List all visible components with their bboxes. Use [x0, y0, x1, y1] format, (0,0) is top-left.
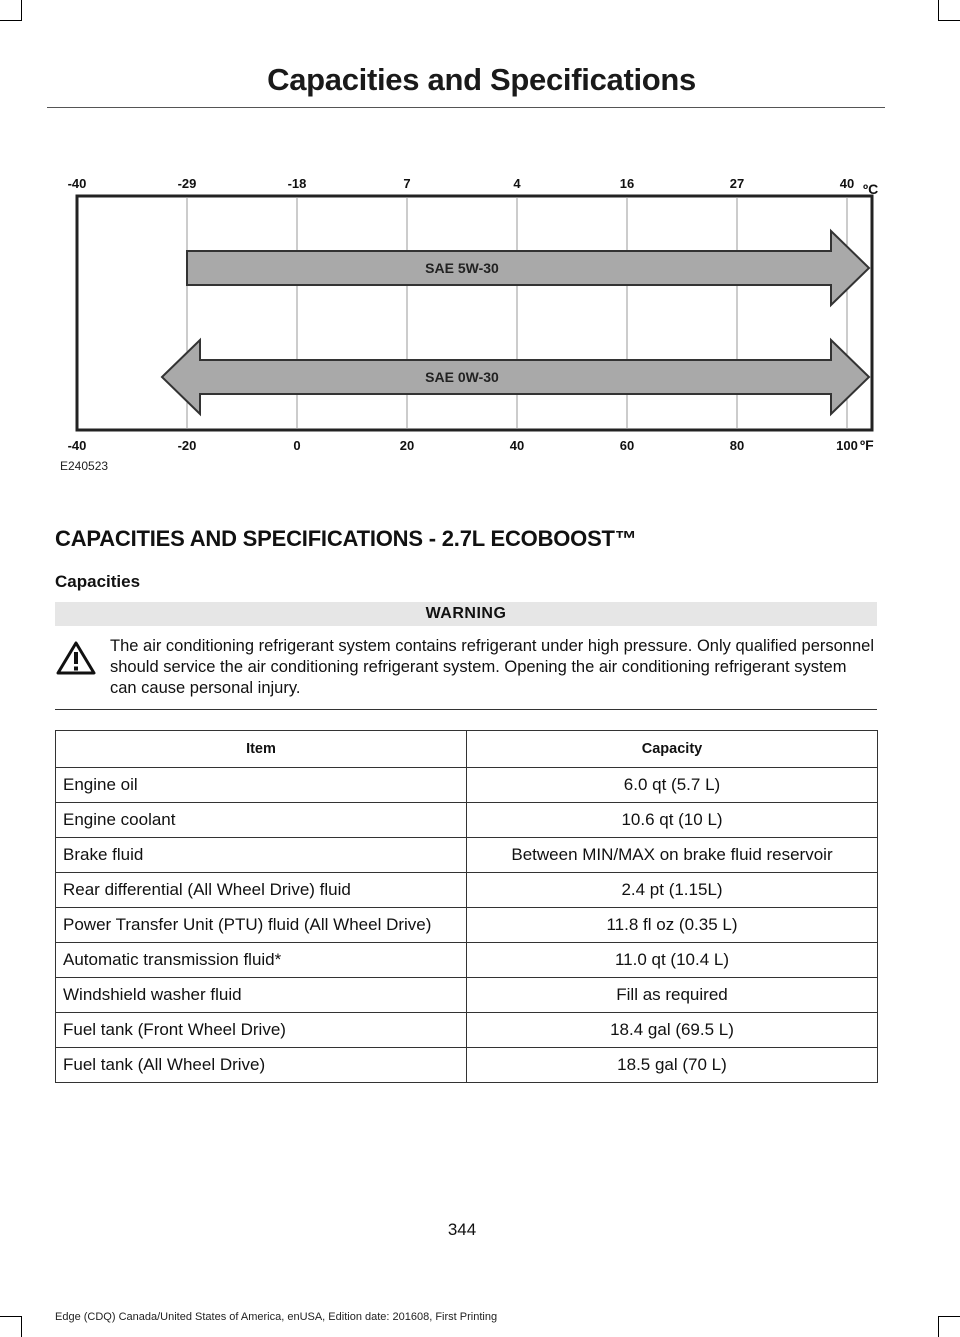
- table-row: [56, 978, 878, 1013]
- fahrenheit-tick-label: 60: [619, 438, 635, 453]
- celsius-unit-label: ºC: [863, 181, 879, 197]
- table-row: [56, 943, 878, 978]
- capacity-cell: 18.4 gal (69.5 L): [467, 1013, 878, 1048]
- page-header-title: Capacities and Specifications: [267, 62, 696, 97]
- item-cell: Windshield washer fluid: [56, 978, 467, 1013]
- table-row: [56, 838, 878, 873]
- fahrenheit-tick-label: 80: [729, 438, 745, 453]
- oil-viscosity-figure: [55, 170, 890, 473]
- item-cell: Fuel tank (All Wheel Drive): [56, 1048, 467, 1083]
- warning-triangle-icon: [56, 640, 96, 682]
- capacity-cell: 11.0 qt (10.4 L): [467, 943, 878, 978]
- capacity-cell: 6.0 qt (5.7 L): [467, 768, 878, 803]
- table-row: [56, 908, 878, 943]
- viscosity-temperature-chart: [55, 170, 890, 470]
- oil-grade-label: SAE 5W-30: [425, 260, 499, 276]
- capacity-cell: Between MIN/MAX on brake fluid reservoir: [467, 838, 878, 873]
- column-header-capacity: Capacity: [467, 731, 878, 768]
- warning-text: The air conditioning refrigerant system contains refrigerant under high pressure. Only qualified personnel should service the air conditioning refrigerant system. Opening the air conditioning refrigerant system can cause personal injury.: [110, 637, 874, 697]
- capacity-cell: 18.5 gal (70 L): [467, 1048, 878, 1083]
- capacity-cell: 10.6 qt (10 L): [467, 803, 878, 838]
- fahrenheit-tick-label: -20: [177, 438, 197, 453]
- crop-mark: [938, 20, 960, 21]
- crop-mark: [938, 0, 939, 20]
- celsius-tick-label: 27: [729, 176, 745, 191]
- item-cell: Engine oil: [56, 768, 467, 803]
- table-row: [56, 1048, 878, 1083]
- fahrenheit-tick-label: 100: [836, 438, 858, 453]
- crop-mark: [938, 1316, 939, 1337]
- table-header-row: [56, 731, 878, 768]
- table-row: [56, 873, 878, 908]
- celsius-tick-label: 4: [513, 176, 521, 191]
- warning-divider: [55, 709, 877, 710]
- item-cell: Power Transfer Unit (PTU) fluid (All Wheel Drive): [56, 908, 467, 943]
- capacities-table: [55, 730, 878, 1083]
- item-cell: Engine coolant: [56, 803, 467, 838]
- fahrenheit-tick-label: 0: [293, 438, 301, 453]
- celsius-tick-label: 16: [619, 176, 635, 191]
- crop-mark: [0, 20, 22, 21]
- figure-code: E240523: [60, 459, 109, 473]
- crop-mark: [21, 0, 22, 20]
- fahrenheit-tick-label: 20: [399, 438, 415, 453]
- fahrenheit-unit-label: ºF: [860, 437, 874, 453]
- crop-mark: [21, 1316, 22, 1337]
- warning-box: [55, 602, 877, 710]
- warning-body: [55, 626, 877, 709]
- page-footer: Edge (CDQ) Canada/United States of America, enUSA, Edition date: 201608, First Printing: [55, 1311, 498, 1323]
- table-row: [56, 803, 878, 838]
- celsius-tick-label: -18: [287, 176, 307, 191]
- capacity-cell: 11.8 fl oz (0.35 L): [467, 908, 878, 943]
- celsius-tick-label: -40: [67, 176, 87, 191]
- celsius-tick-label: 40: [839, 176, 855, 191]
- column-header-item: Item: [56, 731, 467, 768]
- warning-heading: WARNING: [55, 602, 877, 626]
- celsius-tick-label: 7: [403, 176, 411, 191]
- oil-grade-label: SAE 0W-30: [425, 369, 499, 385]
- crop-mark: [0, 1316, 22, 1317]
- table-row: [56, 1013, 878, 1048]
- fahrenheit-tick-label: -40: [67, 438, 87, 453]
- section-title: CAPACITIES AND SPECIFICATIONS - 2.7L ECOBOOST™: [55, 526, 637, 551]
- item-cell: Automatic transmission fluid*: [56, 943, 467, 978]
- table-row: [56, 768, 878, 803]
- capacity-cell: 2.4 pt (1.15L): [467, 873, 878, 908]
- item-cell: Rear differential (All Wheel Drive) fluid: [56, 873, 467, 908]
- page-number: 344: [447, 1220, 477, 1239]
- crop-mark: [938, 1316, 960, 1317]
- capacity-cell: Fill as required: [467, 978, 878, 1013]
- item-cell: Fuel tank (Front Wheel Drive): [56, 1013, 467, 1048]
- celsius-tick-label: -29: [177, 176, 197, 191]
- fahrenheit-tick-label: 40: [509, 438, 525, 453]
- subsection-title: Capacities: [55, 572, 141, 591]
- header-divider: [47, 107, 885, 108]
- item-cell: Brake fluid: [56, 838, 467, 873]
